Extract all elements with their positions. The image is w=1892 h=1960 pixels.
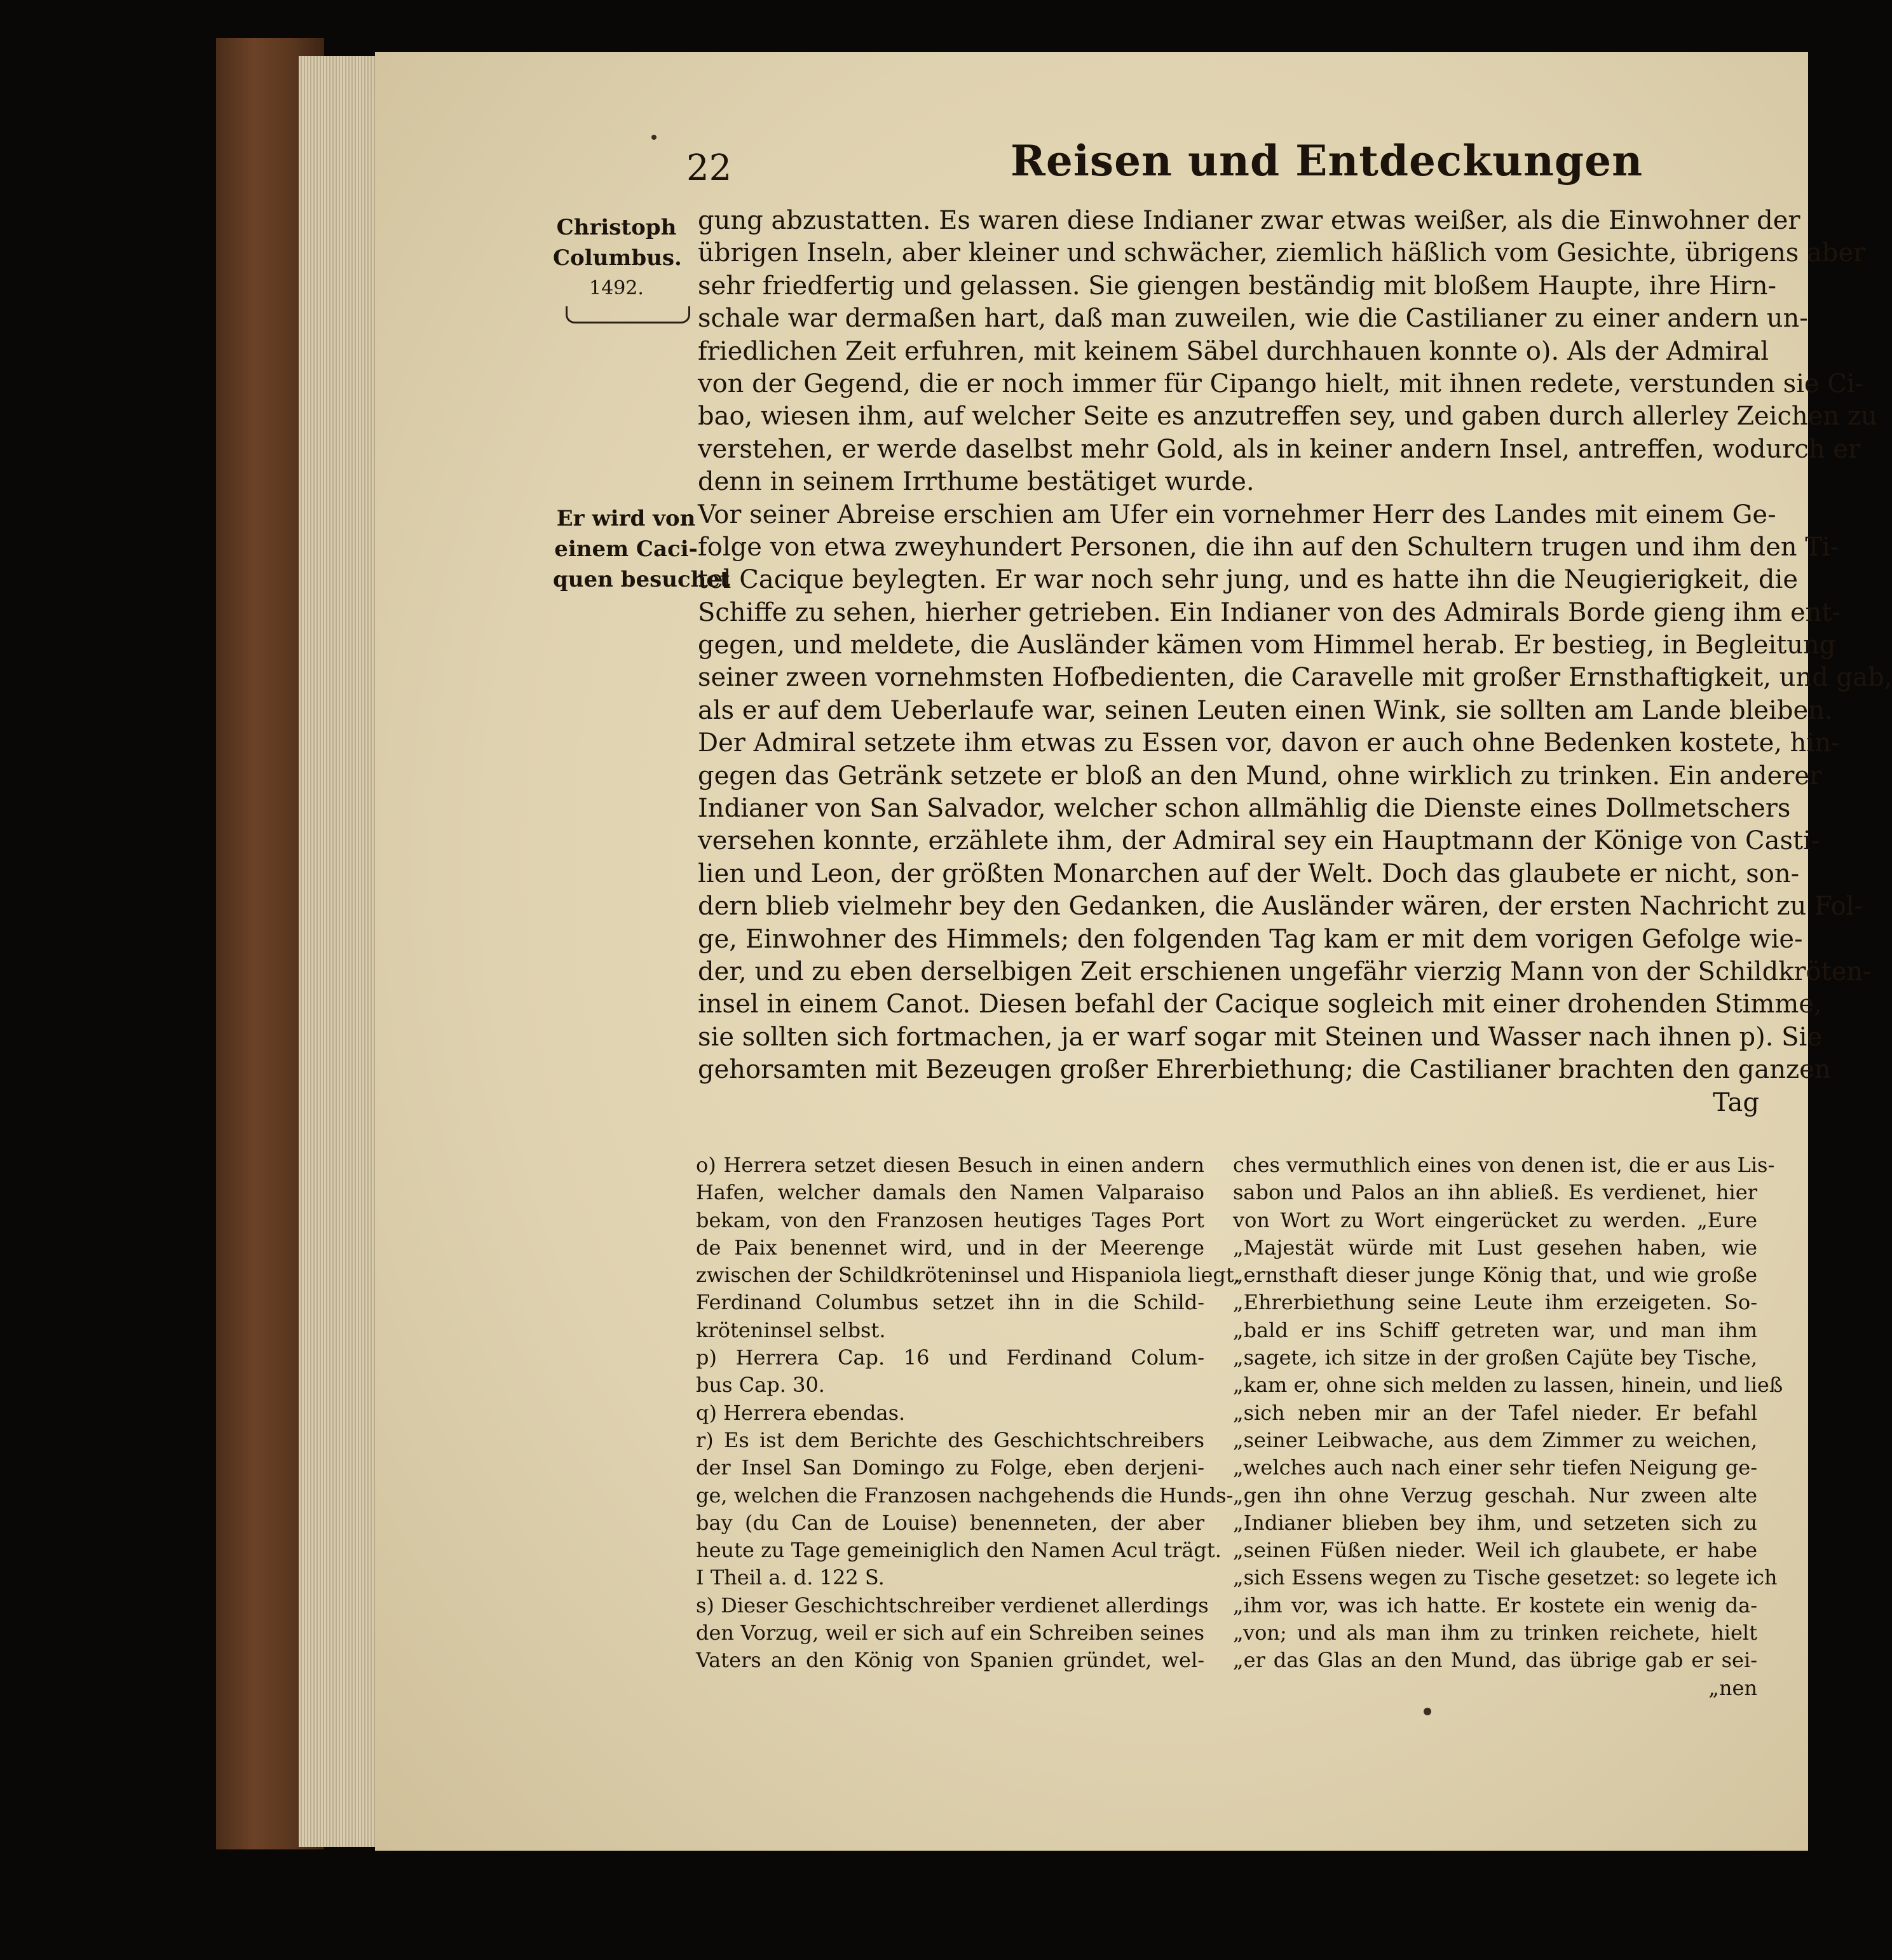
footnote-line: „sagete, ich sitze in der großen Cajüte bey Tische, xyxy=(1233,1345,1757,1370)
margin-note-line: einem Caci- xyxy=(554,536,698,562)
footnote-line: Vaters an den König von Spanien gründet, wel- xyxy=(696,1648,1204,1673)
margin-note-line: quen besuchet xyxy=(553,567,730,592)
footnote-line: „welches auch nach einer sehr tiefen Neigung ge- xyxy=(1233,1455,1757,1480)
footnotes-left-column xyxy=(696,1152,1241,1675)
footnote-line: Hafen, welcher damals den Namen Valparaiso xyxy=(696,1180,1204,1205)
body-line: friedlichen Zeit erfuhren, mit keinem Säbel durchhauen konnte o). Als der Admiral xyxy=(698,336,1769,366)
footnote-line: sabon und Palos an ihn abließ. Es verdienet, hier xyxy=(1233,1180,1757,1205)
ink-speck xyxy=(1424,1708,1431,1715)
footnote-line: „kam er, ohne sich melden zu lassen, hinein, und ließ xyxy=(1233,1373,1783,1398)
body-line: von der Gegend, die er noch immer für Cipango hielt, mit ihnen redete, verstunden sie Ci- xyxy=(698,369,1864,398)
footnote-line: I Theil a. d. 122 S. xyxy=(696,1565,885,1590)
footnote-line: r) Es ist dem Berichte des Geschichtschreibers xyxy=(696,1427,1204,1452)
footnote-line: s) Dieser Geschichtschreiber verdienet allerdings xyxy=(696,1593,1209,1617)
page-number: 22 xyxy=(686,147,732,189)
body-line: der, und zu eben derselbigen Zeit erschienen ungefähr vierzig Mann von der Schildkröten- xyxy=(698,956,1872,986)
footnote-line: den Vorzug, weil er sich auf ein Schreiben seines xyxy=(696,1621,1204,1645)
body-line: denn in seinem Irrthume bestätiget wurde. xyxy=(698,467,1255,497)
footnote-line: „bald er ins Schiff getreten war, und man ihm xyxy=(1233,1317,1757,1342)
footnote-line: kröteninsel selbst. xyxy=(696,1317,886,1342)
footnote-line: „Ehrerbiethung seine Leute ihm erzeigeten. So- xyxy=(1233,1290,1757,1315)
footnote-line: „sich neben mir an der Tafel nieder. Er befahl xyxy=(1233,1400,1757,1425)
footnote-line: bus Cap. 30. xyxy=(696,1373,825,1398)
footnote-line: p) Herrera Cap. 16 und Ferdinand Colum- xyxy=(696,1345,1204,1370)
footnote-line: „er das Glas an den Mund, das übrige gab er sei- xyxy=(1233,1648,1757,1673)
margin-note-cacique xyxy=(553,503,730,595)
body-line: bao, wiesen ihm, auf welcher Seite es anzutreffen sey, und gaben durch allerley Zeichen zu xyxy=(698,402,1877,432)
body-line: dern blieb vielmehr bey den Gedanken, die Ausländer wären, der ersten Nachricht zu Fol- xyxy=(698,892,1863,922)
footnote-line: heute zu Tage gemeiniglich den Namen Acul trägt. xyxy=(696,1538,1222,1563)
body-line: seiner zween vornehmsten Hofbedienten, die Caravelle mit großer Ernsthaftigkeit, und gab, xyxy=(698,663,1892,693)
footnote-line: Ferdinand Columbus setzet ihn in die Schild- xyxy=(696,1290,1204,1315)
footnote-line: „seiner Leibwache, aus dem Zimmer zu weichen, xyxy=(1233,1427,1757,1452)
footnote-line: „von; und als man ihm zu trinken reichete, hielt xyxy=(1233,1621,1757,1645)
footnotes-right-column xyxy=(1233,1152,1783,1702)
footnote-line: „seinen Füßen nieder. Weil ich glaubete, er habe xyxy=(1233,1538,1757,1563)
body-line: folge von etwa zweyhundert Personen, die ihn auf den Schultern trugen und ihm den Ti- xyxy=(698,532,1839,562)
footnote-line: ge, welchen die Franzosen nachgehends die Hunds- xyxy=(696,1483,1234,1507)
running-title: Reisen und Entdeckungen xyxy=(1011,136,1644,186)
body-line: übrigen Inseln, aber kleiner und schwächer, ziemlich häßlich vom Gesichte, übrigens aber xyxy=(698,238,1866,268)
body-line: versehen konnte, erzählete ihm, der Admiral sey ein Hauptmann der Könige von Casti- xyxy=(698,826,1820,856)
ink-speck xyxy=(651,135,657,140)
footnote-line: der Insel San Domingo zu Folge, eben derjeni- xyxy=(696,1455,1204,1480)
margin-note-columbus xyxy=(553,212,680,304)
margin-note-line: Christoph xyxy=(556,215,677,240)
body-line: Indianer von San Salvador, welcher schon allmählig die Dienste eines Dollmetschers xyxy=(698,794,1791,824)
body-line: Vor seiner Abreise erschien am Ufer ein vornehmer Herr des Landes mit einem Ge- xyxy=(698,500,1776,529)
body-line: gegen das Getränk setzete er bloß an den Mund, ohne wirklich zu trinken. Ein anderer xyxy=(698,761,1822,791)
body-line: insel in einem Canot. Diesen befahl der Cacique sogleich mit einer drohenden Stimme, xyxy=(698,990,1822,1019)
footnote-line: von Wort zu Wort eingerücket zu werden. „Eure xyxy=(1233,1208,1757,1232)
main-text xyxy=(698,205,1892,1119)
margin-note-line: Columbus. xyxy=(553,245,682,271)
footnote-line: ches vermuthlich eines von denen ist, die er aus Lis- xyxy=(1233,1153,1775,1177)
catchword: Tag xyxy=(1712,1087,1759,1117)
page-edges xyxy=(299,56,381,1847)
footnote-line: „Indianer blieben bey ihm, und setzeten sich zu xyxy=(1233,1510,1757,1535)
footnote-line: „sich Essens wegen zu Tische gesetzet: so legete ich xyxy=(1233,1565,1778,1590)
footnote-line: q) Herrera ebendas. xyxy=(696,1400,906,1425)
book-page xyxy=(375,52,1892,1851)
footnote-line: bay (du Can de Louise) benenneten, der aber xyxy=(696,1510,1204,1535)
footnote-line: „Majestät würde mit Lust gesehen haben, wie xyxy=(1233,1235,1757,1260)
footnote-line: „gen ihn ohne Verzug geschah. Nur zween alte xyxy=(1233,1483,1757,1507)
year-bracket xyxy=(566,306,690,323)
body-line: gehorsamten mit Bezeugen großer Ehrerbiethung; die Castilianer brachten den ganzen xyxy=(698,1055,1831,1085)
footnote-catchword: „nen xyxy=(1708,1675,1757,1700)
margin-note-line: Er wird von xyxy=(556,506,696,531)
body-line: ge, Einwohner des Himmels; den folgenden Tag kam er mit dem vorigen Gefolge wie- xyxy=(698,924,1803,954)
body-line: Schiffe zu sehen, hierher getrieben. Ein Indianer von des Admirals Borde gieng ihm ent- xyxy=(698,597,1841,627)
margin-note-year: 1492. xyxy=(589,277,644,299)
body-line: sie sollten sich fortmachen, ja er warf sogar mit Steinen und Wasser nach ihnen p). Sie xyxy=(698,1022,1823,1052)
footnote-line: zwischen der Schildkröteninsel und Hispaniola liegt. xyxy=(696,1263,1241,1288)
body-line: gegen, und meldete, die Ausländer kämen vom Himmel herab. Er bestieg, in Begleitung xyxy=(698,630,1836,660)
body-line: schale war dermaßen hart, daß man zuweilen, wie die Castilianer zu einer andern un- xyxy=(698,304,1808,334)
footnote-line: „ernsthaft dieser junge König that, und wie große xyxy=(1233,1263,1757,1288)
footnote-line: o) Herrera setzet diesen Besuch in einen andern xyxy=(696,1153,1204,1177)
body-line: als er auf dem Ueberlaufe war, seinen Leuten einen Wink, sie sollten am Lande bleiben. xyxy=(698,695,1833,725)
body-line: Der Admiral setzete ihm etwas zu Essen vor, davon er auch ohne Bedenken kostete, hin- xyxy=(698,728,1840,758)
footnote-line: bekam, von den Franzosen heutiges Tages Port xyxy=(696,1208,1204,1232)
body-line: verstehen, er werde daselbst mehr Gold, als in keiner andern Insel, antreffen, wodurch er xyxy=(698,434,1861,464)
footnote-line: de Paix benennet wird, und in der Meerenge xyxy=(696,1235,1204,1260)
body-line: lien und Leon, der größten Monarchen auf der Welt. Doch das glaubete er nicht, son- xyxy=(698,859,1800,888)
footnote-line: „ihm vor, was ich hatte. Er kostete ein wenig da- xyxy=(1233,1593,1757,1617)
body-line: tel Cacique beylegten. Er war noch sehr jung, und es hatte ihn die Neugierigkeit, die xyxy=(698,565,1798,595)
body-line: sehr friedfertig und gelassen. Sie giengen beständig mit bloßem Haupte, ihre Hirn- xyxy=(698,271,1777,301)
body-line: gung abzustatten. Es waren diese Indianer zwar etwas weißer, als die Einwohner der xyxy=(698,206,1800,235)
